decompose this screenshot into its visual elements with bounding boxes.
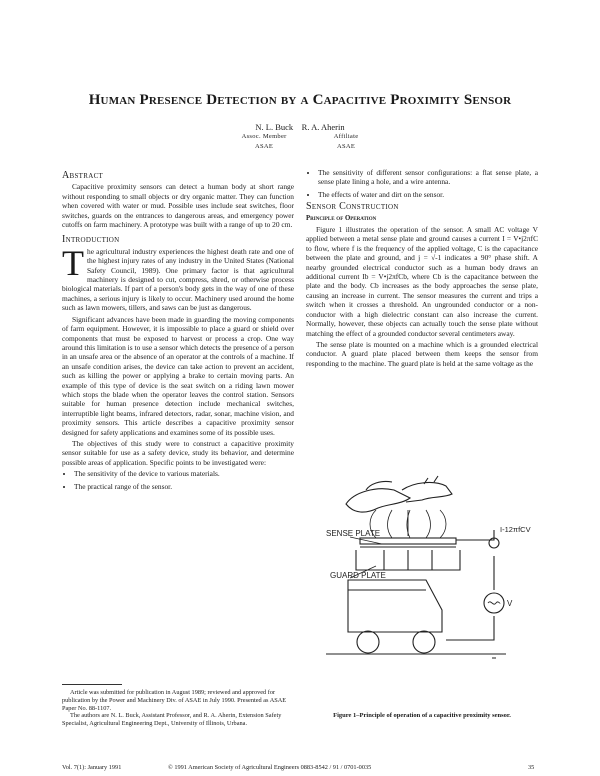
intro-paragraph-1: The agricultural industry experiences the highest death rate and one of the highest injury rates of any industry in the United States (National Safety Council, 1989). One primary factor is that agricultural machinery is designed to cut, compress, shred, or otherwise process biological materials. If part of a person's body gets in the way of one of these machines, a serious injury is likely to occur. Machinery used around the home such as lawn mowers, tillers, and saws can be just as dangerous. (62, 242, 294, 313)
sensor-paragraph-1: Figure 1 illustrates the operation of the sensor. A small AC voltage V applied between a metal sense plate and ground causes a current I = V•j2πfC to flow, where f is the frequency of the applied voltage, C is the capacitance between the plate and ground, and j = √-1 indicates a 90° phase shift. A nearby grounded electrical conductor such as a human body draws an additional current Ib = V•j2πfCb, where Cb is the capacitance between the plate and the body. Cb increases as the body approaches the sense plate, causing an increase in current. The sensor measures the current and trips a switch when it crosses a threshold. An ungrounded conductor or a non-conductor with a high dielectric constant can also increase the current. Normally, however, these objects can actually touch the sense plate without matching the effect of a grounded conductor several centimeters away. (306, 225, 538, 338)
sense-wire (456, 530, 494, 540)
machine-body (348, 580, 442, 632)
footer-page-number: 35 (528, 764, 535, 771)
hand-right (402, 483, 452, 502)
current-label: I-12πfCV (500, 525, 531, 534)
footnote-authors: The authors are N. L. Buck, Assistant Professor, and R. A. Aherin, Extension Safety Specialist, Agricultural Engineering Dept., University of Illinois, Urbana. (62, 712, 282, 728)
voltage-source (484, 593, 504, 613)
figure-1-diagram (306, 470, 538, 702)
drop-cap: T (62, 242, 84, 283)
list-item: • The effects of water and dirt on the sensor. (318, 190, 538, 199)
objectives-list (62, 469, 294, 491)
figure-1-caption: Figure 1–Principle of operation of a capacitive proximity sensor. (333, 712, 511, 719)
guard-plate-label: GUARD PLATE (330, 571, 386, 580)
author2-org: ASAE (337, 143, 356, 150)
introduction-heading: Introduction (62, 234, 120, 246)
voltage-label: V (507, 599, 513, 608)
footnote-rule (62, 684, 122, 685)
list-item: • The practical range of the sensor. (74, 482, 294, 491)
principle-subheading: Principle of Operation (306, 214, 377, 222)
config-list (306, 168, 538, 199)
abstract-heading: Abstract (62, 170, 104, 181)
sensor-construction-heading: Sensor Construction (306, 201, 399, 213)
wheel-left (357, 631, 379, 653)
author-names: N. L. Buck R. A. Aherin (255, 122, 345, 132)
paper-title: Human Presence Detection by a Capacitive Proximity Sensor (88, 92, 512, 108)
author1-affiliation: Assoc. Member (241, 133, 287, 140)
left-column (62, 168, 294, 494)
intro-paragraph-3: The objectives of this study were to construct a capacitive proximity sensor suitable for use as a safety device, study its behavior, and determine possible areas of application. Specific points to be investigated were: (62, 438, 294, 467)
footer-volume: Vol. 7(1): January 1991 (62, 764, 122, 771)
hand-left (346, 489, 410, 512)
footnote-submission: Article was submitted for publication in August 1989; reviewed and approved for publication by the Power and Machinery Div. of ASAE in July 1990. Presented as ASAE Paper No. 88-1107. (62, 689, 287, 712)
author1-org: ASAE (255, 143, 274, 150)
list-item: • The sensitivity of different sensor configurations: a flat sense plate, a sense plate lining a hole, and a wire antenna. (318, 168, 538, 187)
circuit-wire (446, 556, 494, 640)
abstract-text: Capacitive proximity sensors can detect a human body at short range without responding to small objects or dry organic matter. They can function when covered with water or mud. Possible uses include seat switches, floor switches, guards on the entrances to dangerous areas, and emergency power cutoffs on farm machinery. A prototype was built with a range of up to 20 cm. (62, 182, 294, 230)
author-block (218, 122, 382, 152)
author2-affiliation: Affiliate (333, 133, 359, 140)
wheel-right (413, 631, 435, 653)
footer-copyright: © 1991 American Society of Agricultural Engineers 0883-8542 / 91 / 0701-0035 (168, 764, 372, 771)
footnotes (62, 689, 294, 728)
intro-paragraph-2: Significant advances have been made in guarding the moving components of farm equipment. However, it is impossible to place a guard or shield over components that must be exposed to harvest or process a crop. One way around this limitation is to use a sensor which detects the presence of a person in an unsafe area or the absence of an operator at the controls of a machine. If an unsafe condition arises, the device can take action to prevent an accident, such as killing the power or applying a brake to certain moving parts. An example of this type of device is the seat switch on a riding lawn mower which stops the blade when the operator leaves the control station. Sensors suitable for human presence detection include mechanical switches, interruptible light beams, infrared detectors, radar, sonar, machine vision, and proximity sensors. This article describes a capacitive proximity sensor designed for safety applications and examines some of its possible uses. (62, 314, 294, 437)
right-column (306, 168, 538, 370)
sense-plate (360, 538, 456, 544)
sense-plate-label: SENSE PLATE (326, 529, 381, 538)
ground-symbol (490, 654, 498, 658)
list-item: • The sensitivity of the device to various materials. (74, 469, 294, 478)
sensor-paragraph-2: The sense plate is mounted on a machine which is a grounded electrical conductor. A guard plate placed between them keeps the sensor from responding to the machine. The guard plate is held at the same voltage as the (306, 339, 538, 368)
